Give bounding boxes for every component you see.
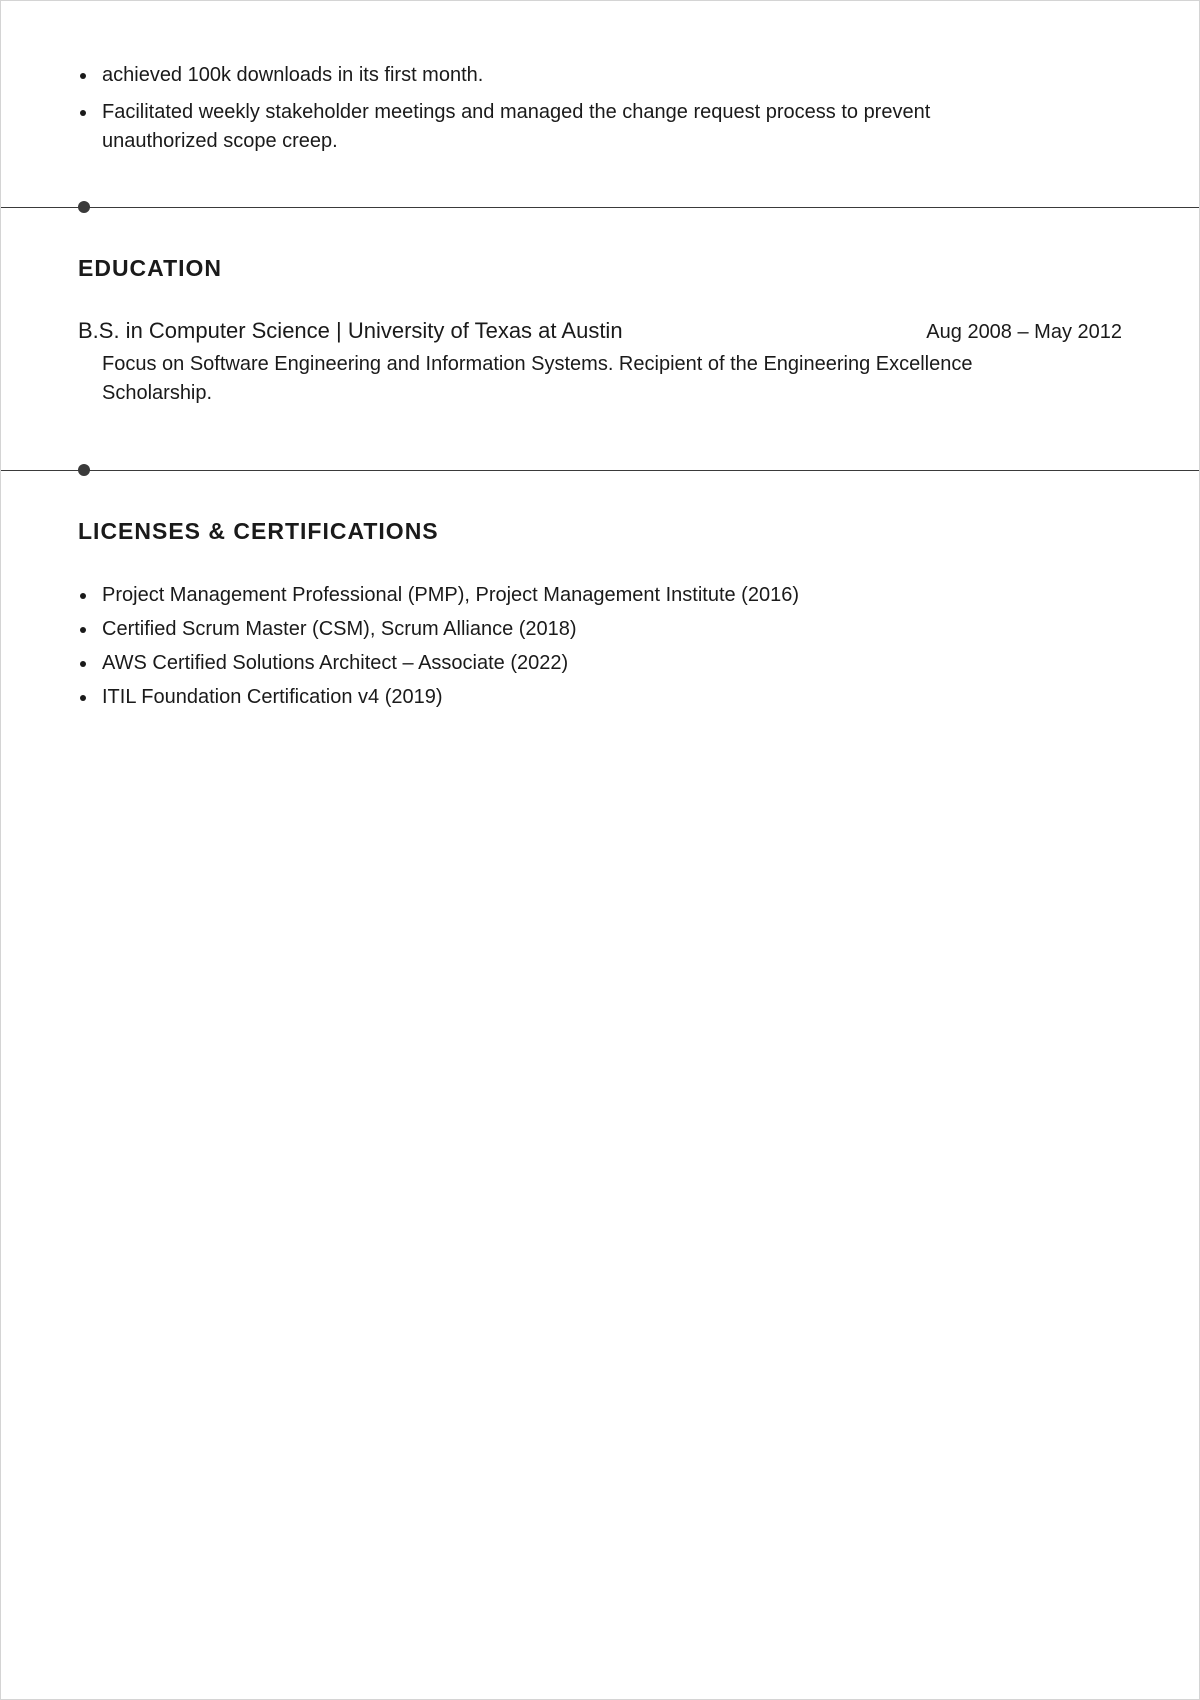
certification-item: Certified Scrum Master (CSM), Scrum Alliance (2018) [78, 615, 1029, 644]
divider-dot-icon [78, 464, 90, 476]
education-heading: EDUCATION [78, 255, 223, 281]
section-divider [1, 207, 1199, 208]
education-entry-header [78, 316, 1122, 347]
divider-dot-icon [78, 201, 90, 213]
education-description: Focus on Software Engineering and Information Systems. Recipient of the Engineering Excellence Scholarship. [102, 353, 973, 404]
licenses-heading: LICENSES & CERTIFICATIONS [78, 518, 439, 544]
education-degree: B.S. in Computer Science | University of Texas at Austin [78, 318, 623, 343]
experience-bullet: achieved 100k downloads in its first month. [78, 61, 1029, 90]
certification-item: AWS Certified Solutions Architect – Associate (2022) [78, 649, 1029, 678]
experience-bullet-list [78, 61, 1029, 164]
certification-item: Project Management Professional (PMP), Project Management Institute (2016) [78, 581, 1029, 610]
certifications-list [78, 581, 1029, 717]
certification-item: ITIL Foundation Certification v4 (2019) [78, 683, 1029, 712]
experience-bullet: Facilitated weekly stakeholder meetings and managed the change request process to prevent unauthorized scope creep. [78, 98, 1029, 156]
education-entry [78, 316, 1122, 408]
section-divider [1, 470, 1199, 471]
education-dates: Aug 2008 – May 2012 [926, 321, 1122, 343]
